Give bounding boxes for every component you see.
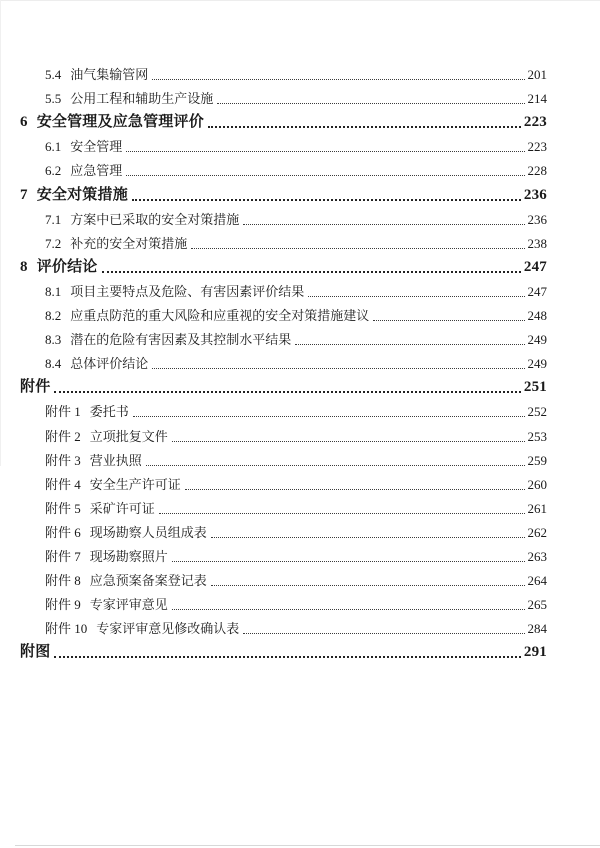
toc-entry-number: 附件 xyxy=(20,379,51,396)
toc-entry-page: 259 xyxy=(527,452,547,468)
dot-leader xyxy=(126,175,524,176)
dot-leader xyxy=(243,633,524,634)
dot-leader xyxy=(211,537,525,538)
toc-entry-page: 284 xyxy=(527,621,547,637)
toc-entry-page: 265 xyxy=(527,597,547,613)
toc-entry-title: 应重点防范的重大风险和应重视的安全对策措施建议 xyxy=(70,308,370,324)
toc-entry-title: 现场勘察人员组成表 xyxy=(89,524,207,540)
toc-entry-number: 附件 1 xyxy=(45,404,81,420)
toc-entry-title: 现场勘察照片 xyxy=(89,548,168,564)
toc-entry-page: 201 xyxy=(527,67,547,83)
toc-entry xyxy=(20,517,547,541)
toc-entry-title: 采矿许可证 xyxy=(89,500,155,516)
toc-entry xyxy=(20,131,547,155)
dot-leader xyxy=(191,248,524,249)
toc-entry-page: 228 xyxy=(527,163,547,179)
toc-entry xyxy=(20,179,547,203)
toc-entry-title: 专家评审意见修改确认表 xyxy=(96,621,240,637)
toc-entry xyxy=(20,372,547,396)
toc-entry xyxy=(20,420,547,444)
toc-entry-number: 7.2 xyxy=(45,235,62,251)
toc-entry-title: 总体评价结论 xyxy=(70,356,149,372)
dot-leader xyxy=(185,489,525,490)
dot-leader xyxy=(133,416,525,417)
dot-leader xyxy=(217,103,524,104)
toc-entry xyxy=(20,276,547,300)
toc-entry-page: 247 xyxy=(523,258,547,275)
dot-leader xyxy=(159,513,525,514)
toc-entry-title: 安全生产许可证 xyxy=(89,476,181,492)
toc-entry xyxy=(20,252,547,276)
dot-leader xyxy=(54,391,520,393)
toc-entry-page: 236 xyxy=(523,186,547,203)
toc-entry xyxy=(20,396,547,420)
toc-entry-number: 8.4 xyxy=(45,356,62,372)
toc-entry-title: 潜在的危险有害因素及其控制水平结果 xyxy=(70,332,292,348)
toc-entry-number: 附件 10 xyxy=(45,621,88,637)
toc-entry-title: 营业执照 xyxy=(89,452,142,468)
toc-entry-page: 249 xyxy=(527,332,547,348)
toc-entry-page: 251 xyxy=(523,379,547,396)
toc-entry-title: 委托书 xyxy=(89,404,129,420)
toc-entry-number: 8.3 xyxy=(45,332,62,348)
toc-entry-number: 附件 9 xyxy=(45,597,81,613)
toc-entry-page: 247 xyxy=(527,283,547,299)
toc-entry-number: 8.2 xyxy=(45,308,62,324)
toc-entry-title: 安全管理及应急管理评价 xyxy=(36,114,204,131)
toc-entry-title: 补充的安全对策措施 xyxy=(70,235,188,251)
toc-entry xyxy=(20,565,547,589)
toc-entry-page: 223 xyxy=(527,139,547,155)
toc-entry-page: 264 xyxy=(527,573,547,589)
toc-entry-page: 236 xyxy=(527,211,547,227)
toc-entry-page: 238 xyxy=(527,235,547,251)
toc-entry xyxy=(20,445,547,469)
toc-entry xyxy=(20,589,547,613)
toc-entry-number: 6.2 xyxy=(45,163,62,179)
dot-leader xyxy=(172,609,525,610)
toc-entry-number: 7.1 xyxy=(45,211,62,227)
toc-entry-page: 223 xyxy=(523,114,547,131)
scan-edge-left xyxy=(0,0,1,466)
toc-entry xyxy=(20,228,547,252)
toc-entry xyxy=(20,107,547,131)
toc-entry-number: 附件 2 xyxy=(45,428,81,444)
toc-entry-page: 260 xyxy=(527,476,547,492)
toc-entry-title: 安全管理 xyxy=(70,139,123,155)
toc-entry xyxy=(20,324,547,348)
toc-entry-page: 253 xyxy=(527,428,547,444)
toc-entry-number: 6.1 xyxy=(45,139,62,155)
dot-leader xyxy=(308,296,524,297)
toc-entry-page: 291 xyxy=(523,644,547,661)
toc-entry xyxy=(20,204,547,228)
table-of-contents xyxy=(20,59,547,661)
toc-entry-number: 8 xyxy=(20,258,28,275)
dot-leader xyxy=(102,271,521,273)
toc-entry-title: 方案中已采取的安全对策措施 xyxy=(70,211,240,227)
toc-entry xyxy=(20,493,547,517)
toc-entry-number: 附件 5 xyxy=(45,500,81,516)
toc-entry-title: 公用工程和辅助生产设施 xyxy=(70,91,214,107)
toc-entry-number: 8.1 xyxy=(45,283,62,299)
toc-entry-number: 5.5 xyxy=(45,91,62,107)
dot-leader xyxy=(295,344,524,345)
toc-entry-number: 附件 8 xyxy=(45,573,81,589)
dot-leader xyxy=(152,79,524,80)
toc-entry xyxy=(20,155,547,179)
toc-entry-number: 6 xyxy=(20,114,28,131)
toc-entry-page: 248 xyxy=(527,308,547,324)
scan-edge-top xyxy=(0,0,600,1)
toc-entry xyxy=(20,59,547,83)
scan-edge-bottom xyxy=(15,845,600,846)
toc-entry-number: 附件 7 xyxy=(45,548,81,564)
toc-entry-page: 214 xyxy=(527,91,547,107)
dot-leader xyxy=(54,656,520,658)
dot-leader xyxy=(132,199,521,201)
toc-entry-page: 252 xyxy=(527,404,547,420)
toc-entry-title: 评价结论 xyxy=(36,258,98,275)
dot-leader xyxy=(208,126,521,128)
toc-entry-title: 应急预案备案登记表 xyxy=(89,573,207,589)
toc-entry xyxy=(20,83,547,107)
toc-entry xyxy=(20,348,547,372)
toc-entry-page: 263 xyxy=(527,548,547,564)
toc-entry-title: 项目主要特点及危险、有害因素评价结果 xyxy=(70,283,305,299)
toc-entry-title: 立项批复文件 xyxy=(89,428,168,444)
toc-entry-number: 7 xyxy=(20,186,28,203)
dot-leader xyxy=(152,368,524,369)
dot-leader xyxy=(126,151,524,152)
toc-entry-number: 附件 4 xyxy=(45,476,81,492)
dot-leader xyxy=(146,465,525,466)
toc-entry-title: 安全对策措施 xyxy=(36,186,128,203)
toc-entry-title: 应急管理 xyxy=(70,163,123,179)
dot-leader xyxy=(172,441,525,442)
toc-entry-number: 附图 xyxy=(20,644,51,661)
toc-entry xyxy=(20,637,547,661)
toc-entry xyxy=(20,613,547,637)
dot-leader xyxy=(172,561,525,562)
toc-entry-page: 261 xyxy=(527,500,547,516)
toc-entry-page: 262 xyxy=(527,524,547,540)
dot-leader xyxy=(373,320,524,321)
toc-entry-page: 249 xyxy=(527,356,547,372)
toc-entry xyxy=(20,541,547,565)
dot-leader xyxy=(211,585,525,586)
toc-entry xyxy=(20,300,547,324)
toc-entry-title: 专家评审意见 xyxy=(89,597,168,613)
toc-entry-title: 油气集输管网 xyxy=(70,67,149,83)
dot-leader xyxy=(243,224,524,225)
toc-entry-number: 附件 6 xyxy=(45,524,81,540)
toc-entry xyxy=(20,469,547,493)
toc-entry-number: 附件 3 xyxy=(45,452,81,468)
toc-entry-number: 5.4 xyxy=(45,67,62,83)
